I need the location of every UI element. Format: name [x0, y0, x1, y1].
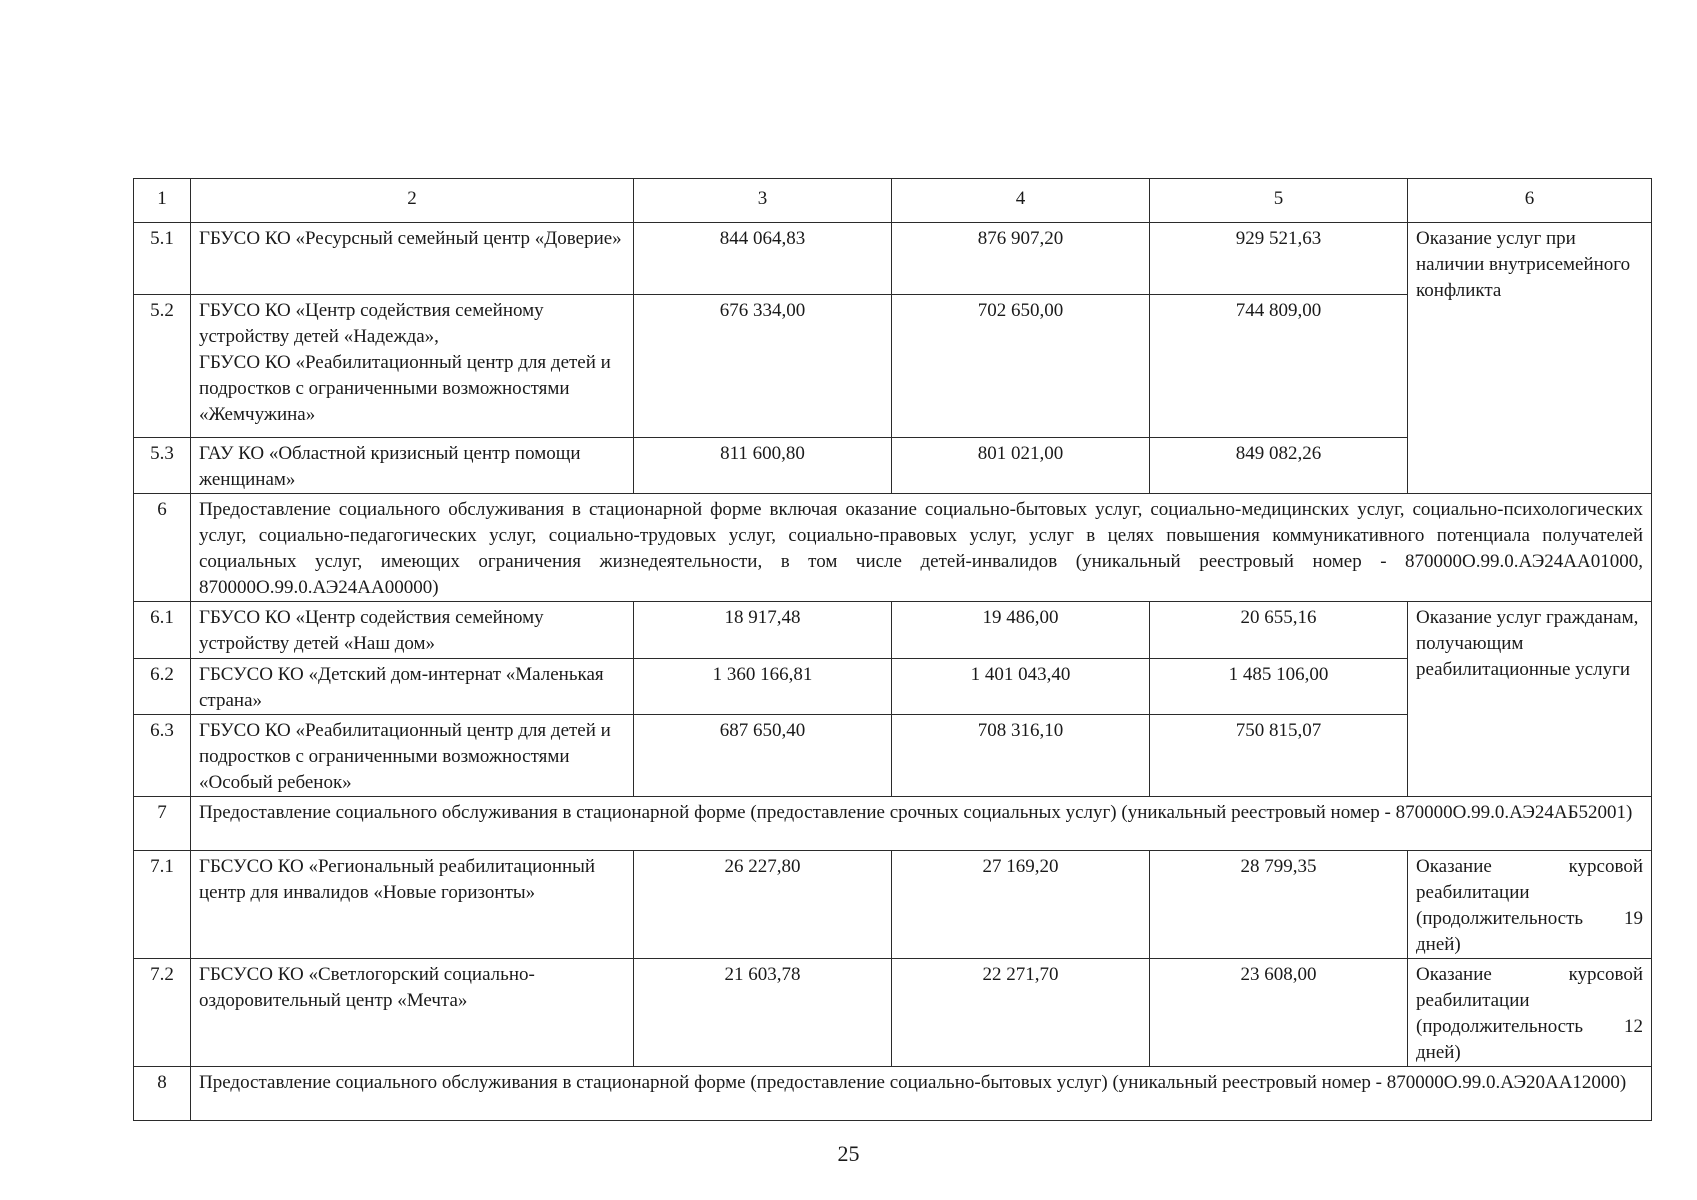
institution-name: ГБСУСО КО «Детский дом-интернат «Маленькая страна»	[191, 659, 634, 715]
value-col4: 19 486,00	[892, 602, 1150, 659]
institution-name: ГБСУСО КО «Светлогорский социально-оздоровительный центр «Мечта»	[191, 959, 634, 1067]
section-row	[134, 494, 1652, 602]
col-header-5: 5	[1150, 179, 1408, 223]
section-description: Предоставление социального обслуживания в стационарной форме включая оказание социально-бытовых услуг, социально-медицинских услуг, социально-психологических услуг, социально-педагогических услуг, социально-трудовых услуг, социально-правовых услуг, услуг в целях повышения коммуникативного потенциала получателей социальных услуг, имеющих ограничения жизнедеятельности, в том числе детей-инвалидов (уникальный реестровый номер - 870000О.99.0.АЭ24АА01000, 870000О.99.0.АЭ24АА00000)	[191, 494, 1652, 602]
services-table	[133, 178, 1652, 1121]
row-number: 7.2	[134, 959, 191, 1067]
col-header-6: 6	[1408, 179, 1652, 223]
value-col3: 676 334,00	[634, 295, 892, 438]
value-col5: 750 815,07	[1150, 715, 1408, 797]
institution-name: ГБСУСО КО «Региональный реабилитационный центр для инвалидов «Новые горизонты»	[191, 851, 634, 959]
value-col3: 21 603,78	[634, 959, 892, 1067]
row-number: 6.1	[134, 602, 191, 659]
institution-name: ГАУ КО «Областной кризисный центр помощи женщинам»	[191, 438, 634, 494]
value-col4: 1 401 043,40	[892, 659, 1150, 715]
value-col5: 929 521,63	[1150, 223, 1408, 295]
institution-name: ГБУСО КО «Реабилитационный центр для детей и подростков с ограниченными возможностями «Особый ребенок»	[191, 715, 634, 797]
row-number: 5.2	[134, 295, 191, 438]
value-col5: 28 799,35	[1150, 851, 1408, 959]
header-row	[134, 179, 1652, 223]
service-note: Оказание услуг гражданам, получающим реабилитационные услуги	[1408, 602, 1652, 797]
col-header-3: 3	[634, 179, 892, 223]
value-col5: 20 655,16	[1150, 602, 1408, 659]
institution-name-line: ГБУСО КО «Центр содействия семейному устройству детей «Надежда»,	[199, 300, 544, 347]
service-note: Оказание курсовой реабилитации (продолжительность 19 дней)	[1408, 851, 1652, 959]
col-header-2: 2	[191, 179, 634, 223]
table-row	[134, 223, 1652, 295]
value-col4: 22 271,70	[892, 959, 1150, 1067]
value-col4: 702 650,00	[892, 295, 1150, 438]
value-col3: 687 650,40	[634, 715, 892, 797]
institution-name	[191, 295, 634, 438]
section-description: Предоставление социального обслуживания в стационарной форме (предоставление срочных социальных услуг) (уникальный реестровый номер - 870000О.99.0.АЭ24АБ52001)	[191, 797, 1652, 851]
value-col3: 1 360 166,81	[634, 659, 892, 715]
page-number: 25	[837, 1141, 860, 1166]
value-col3: 811 600,80	[634, 438, 892, 494]
section-description: Предоставление социального обслуживания в стационарной форме (предоставление социально-бытовых услуг) (уникальный реестровый номер - 870000О.99.0.АЭ20АА12000)	[191, 1067, 1652, 1121]
section-number: 6	[134, 494, 191, 602]
value-col4: 801 021,00	[892, 438, 1150, 494]
value-col3: 26 227,80	[634, 851, 892, 959]
table-row	[134, 959, 1652, 1067]
value-col4: 27 169,20	[892, 851, 1150, 959]
institution-name-line: ГБУСО КО «Реабилитационный центр для детей и подростков с ограниченными возможностями «Жемчужина»	[199, 352, 611, 425]
row-number: 5.1	[134, 223, 191, 295]
col-header-4: 4	[892, 179, 1150, 223]
row-number: 5.3	[134, 438, 191, 494]
value-col5: 23 608,00	[1150, 959, 1408, 1067]
section-row	[134, 797, 1652, 851]
value-col4: 708 316,10	[892, 715, 1150, 797]
table-row	[134, 851, 1652, 959]
section-number: 7	[134, 797, 191, 851]
value-col3: 844 064,83	[634, 223, 892, 295]
institution-name: ГБУСО КО «Центр содействия семейному устройству детей «Наш дом»	[191, 602, 634, 659]
row-number: 6.2	[134, 659, 191, 715]
section-number: 8	[134, 1067, 191, 1121]
value-col4: 876 907,20	[892, 223, 1150, 295]
service-note: Оказание услуг при наличии внутрисемейного конфликта	[1408, 223, 1652, 494]
institution-name: ГБУСО КО «Ресурсный семейный центр «Доверие»	[191, 223, 634, 295]
table-row	[134, 602, 1652, 659]
row-number: 6.3	[134, 715, 191, 797]
service-note: Оказание курсовой реабилитации (продолжительность 12 дней)	[1408, 959, 1652, 1067]
value-col5: 1 485 106,00	[1150, 659, 1408, 715]
col-header-1: 1	[134, 179, 191, 223]
row-number: 7.1	[134, 851, 191, 959]
value-col3: 18 917,48	[634, 602, 892, 659]
value-col5: 744 809,00	[1150, 295, 1408, 438]
value-col5: 849 082,26	[1150, 438, 1408, 494]
section-row	[134, 1067, 1652, 1121]
